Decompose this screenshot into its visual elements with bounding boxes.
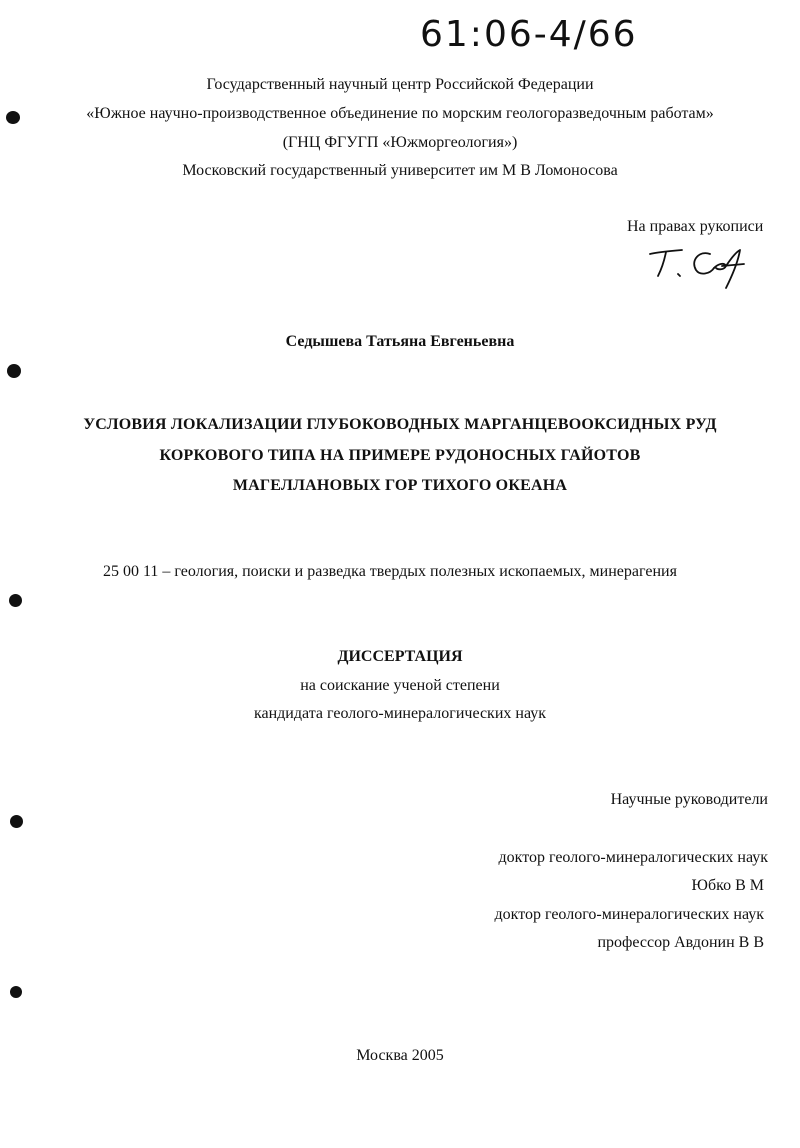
city-year: Москва 2005 bbox=[356, 1047, 444, 1064]
supervisor-1-name: Юбко В М bbox=[691, 877, 764, 894]
header-line-4: Московский государственный университет им М В Ломоносова bbox=[182, 162, 618, 179]
header-line-1: Государственный научный центр Российской Федерации bbox=[206, 76, 594, 93]
binding-hole-mark bbox=[10, 986, 22, 998]
supervisor-2-degree: доктор геолого-минералогических наук bbox=[494, 906, 764, 923]
binding-hole-mark bbox=[10, 815, 23, 828]
degree-line-2: кандидата геолого-минералогических наук bbox=[253, 705, 547, 722]
supervisor-2-name: профессор Авдонин В В bbox=[597, 934, 764, 951]
author-name: Седышева Татьяна Евгеньевна bbox=[285, 333, 515, 350]
title-line-3: МАГЕЛЛАНОВЫХ ГОР ТИХОГО ОКЕАНА bbox=[232, 477, 568, 494]
binding-hole-mark bbox=[9, 594, 22, 607]
signature-image bbox=[640, 240, 755, 295]
archive-code: 61:06-4/66 bbox=[420, 14, 638, 55]
title-line-2: КОРКОВОГО ТИПА НА ПРИМЕРЕ РУДОНОСНЫХ ГАЙОТОВ bbox=[159, 447, 641, 464]
degree-line-1: на соискание ученой степени bbox=[300, 677, 500, 694]
dissertation-heading: ДИССЕРТАЦИЯ bbox=[337, 648, 463, 665]
header-line-2: «Южное научно-производственное объединение по морским геологоразведочным работам» bbox=[86, 105, 714, 122]
manuscript-note: На правах рукописи bbox=[627, 218, 764, 235]
supervisor-1-degree: доктор геолого-минералогических наук bbox=[498, 849, 768, 866]
specialty-line: 25 00 11 – геология, поиски и разведка твердых полезных ископаемых, минерагения bbox=[103, 563, 677, 580]
title-line-1: УСЛОВИЯ ЛОКАЛИЗАЦИИ ГЛУБОКОВОДНЫХ МАРГАНЦЕВООКСИДНЫХ РУД bbox=[83, 416, 717, 433]
header-line-3: (ГНЦ ФГУГП «Южморгеология») bbox=[282, 134, 518, 151]
supervisors-label: Научные руководители bbox=[610, 791, 768, 808]
binding-hole-mark bbox=[7, 364, 21, 378]
